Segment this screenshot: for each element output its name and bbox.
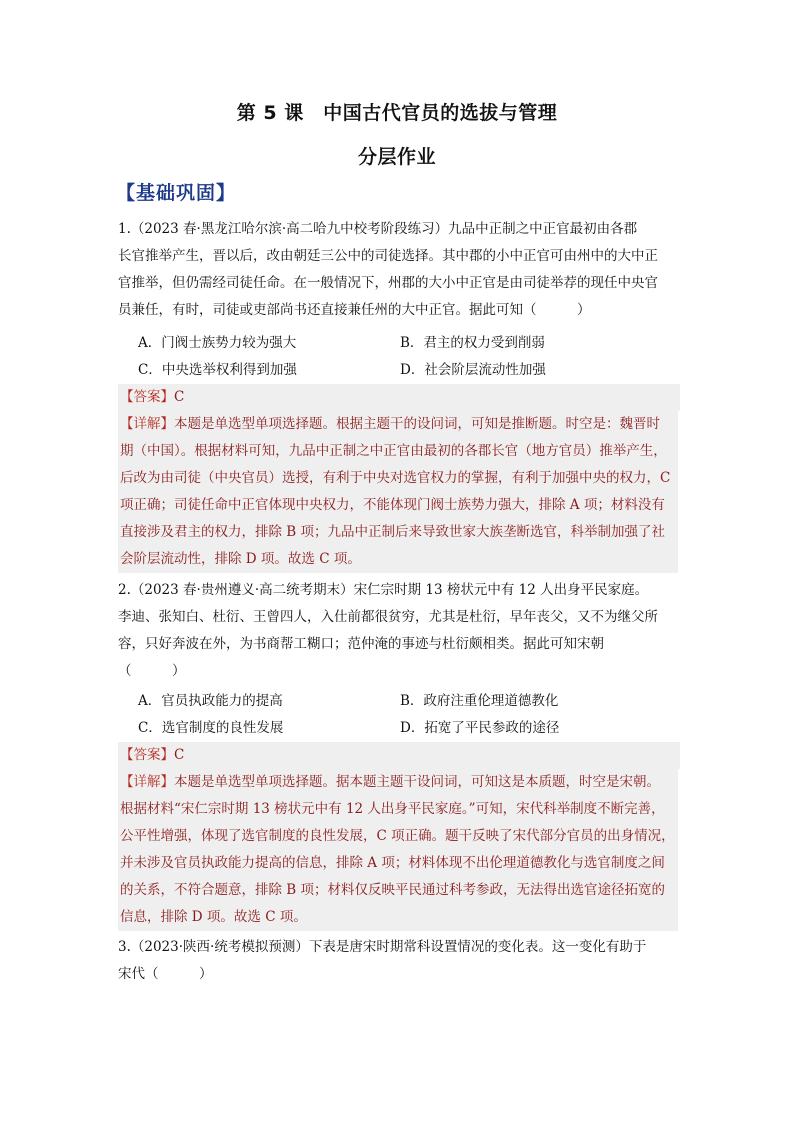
question-2-detail	[118, 769, 678, 931]
option-d: D．社会阶层流动性加强	[400, 362, 546, 378]
question-2-stem	[118, 577, 678, 685]
option-a: A．官员执政能力的提高	[138, 693, 283, 709]
question-1-line: 1.（2023 春·黑龙江哈尔滨·高二哈九中校考阶段练习）九品中正制之中正官最初由各郡	[118, 221, 638, 237]
section-heading: 【基础巩固】	[116, 182, 237, 204]
answer-value: C	[174, 747, 185, 763]
detail-line: 根据材料“宋仁宗时期 13 榜状元中有 12 人出身平民家庭。”可知，宋代科举制度不断完善，	[120, 801, 665, 817]
detail-line: 公平性增强，体现了选官制度的良性发展，C 项正确。题干反映了宋代部分官员的出身情况，	[120, 828, 675, 844]
question-3-stem	[118, 934, 678, 988]
detail-label: 【详解】	[120, 774, 174, 790]
question-2-options	[138, 688, 678, 742]
detail-line: 会阶层流动性，排除 D 项。故选 C 项。	[120, 551, 361, 567]
question-3-line: 宋代（ ）	[118, 966, 213, 982]
answer-label: 【答案】	[120, 747, 174, 763]
question-1-line: 员兼任，有时，司徒或吏部尚书还直接兼任州的大中正官。据此可知（ ）	[118, 302, 591, 318]
detail-line: 信息，排除 D 项。故选 C 项。	[120, 909, 307, 925]
question-1-stem	[118, 216, 678, 324]
question-1-options	[138, 330, 678, 384]
option-d: D．拓宽了平民参政的途径	[400, 720, 560, 736]
detail-line: 并未涉及官员执政能力提高的信息，排除 A 项；材料体现不出伦理道德教化与选官制度之间	[120, 855, 665, 871]
option-b: B．君主的权力受到削弱	[400, 335, 545, 351]
question-2-answer	[118, 742, 680, 769]
answer-value: C	[174, 389, 185, 405]
question-2-line: 容，只好奔波在外，为书商帮工糊口；范仲淹的事迹与杜衍颇相类。据此可知宋朝	[118, 636, 604, 652]
question-1-detail	[118, 411, 678, 573]
question-2-line: 李迪、张知白、杜衍、王曾四人，入仕前都很贫穷，尤其是杜衍，早年丧父，又不为继父所	[118, 609, 658, 625]
option-c: C．中央选举权利得到加强	[138, 362, 297, 378]
detail-line: 本题是单选型单项选择题。据本题主题干设问词，可知这是本质题，时空是宋朝。	[174, 774, 660, 790]
detail-line: 直接涉及君主的权力，排除 B 项；九品中正制后来导致世家大族垄断选官，科举制加强了社	[120, 524, 666, 540]
answer-label: 【答案】	[120, 389, 174, 405]
question-1-line: 长官推举产生，晋以后，改由朝廷三公中的司徒选择。其中郡的小中正官可由州中的大中正	[118, 248, 658, 264]
question-2-line: 2.（2023 春·贵州遵义·高二统考期末）宋仁宗时期 13 榜状元中有 12 人出身平民家庭。	[118, 582, 649, 598]
option-c: C．选官制度的良性发展	[138, 720, 284, 736]
lesson-title: 第 5 课 中国古代官员的选拔与管理	[236, 102, 558, 124]
question-1-line: 官推举，但仍需经司徒任命。在一般情况下，州郡的大小中正官是由司徒举荐的现任中央官	[118, 275, 658, 291]
option-b: B．政府注重伦理道德教化	[400, 693, 559, 709]
detail-label: 【详解】	[120, 416, 174, 432]
detail-line: 的关系，不符合题意，排除 B 项；材料仅反映平民通过科考参政，无法得出选官途径拓宽的	[120, 882, 666, 898]
question-2-line: （ ）	[118, 663, 186, 679]
lesson-subtitle: 分层作业	[357, 146, 436, 168]
detail-line: 项正确；司徒任命中正官体现中央权力，不能体现门阀士族势力强大，排除 A 项；材料没有	[120, 497, 665, 513]
detail-line: 本题是单选型单项选择题。根据主题干的设问词，可知是推断题。时空是：魏晋时	[174, 416, 660, 432]
detail-line: 期（中国）。根据材料可知，九品中正制之中正官由最初的各郡长官（地方官员）推举产生，	[120, 443, 667, 459]
question-1-answer	[118, 384, 680, 411]
detail-line: 后改为由司徒（中央官员）选授，有利于中央对选官权力的掌握，有利于加强中央的权力，C	[120, 470, 671, 486]
question-3-line: 3.（2023·陕西·统考模拟预测）下表是唐宋时期常科设置情况的变化表。这一变化有助于	[118, 939, 647, 955]
option-a: A．门阀士族势力较为强大	[138, 335, 297, 351]
